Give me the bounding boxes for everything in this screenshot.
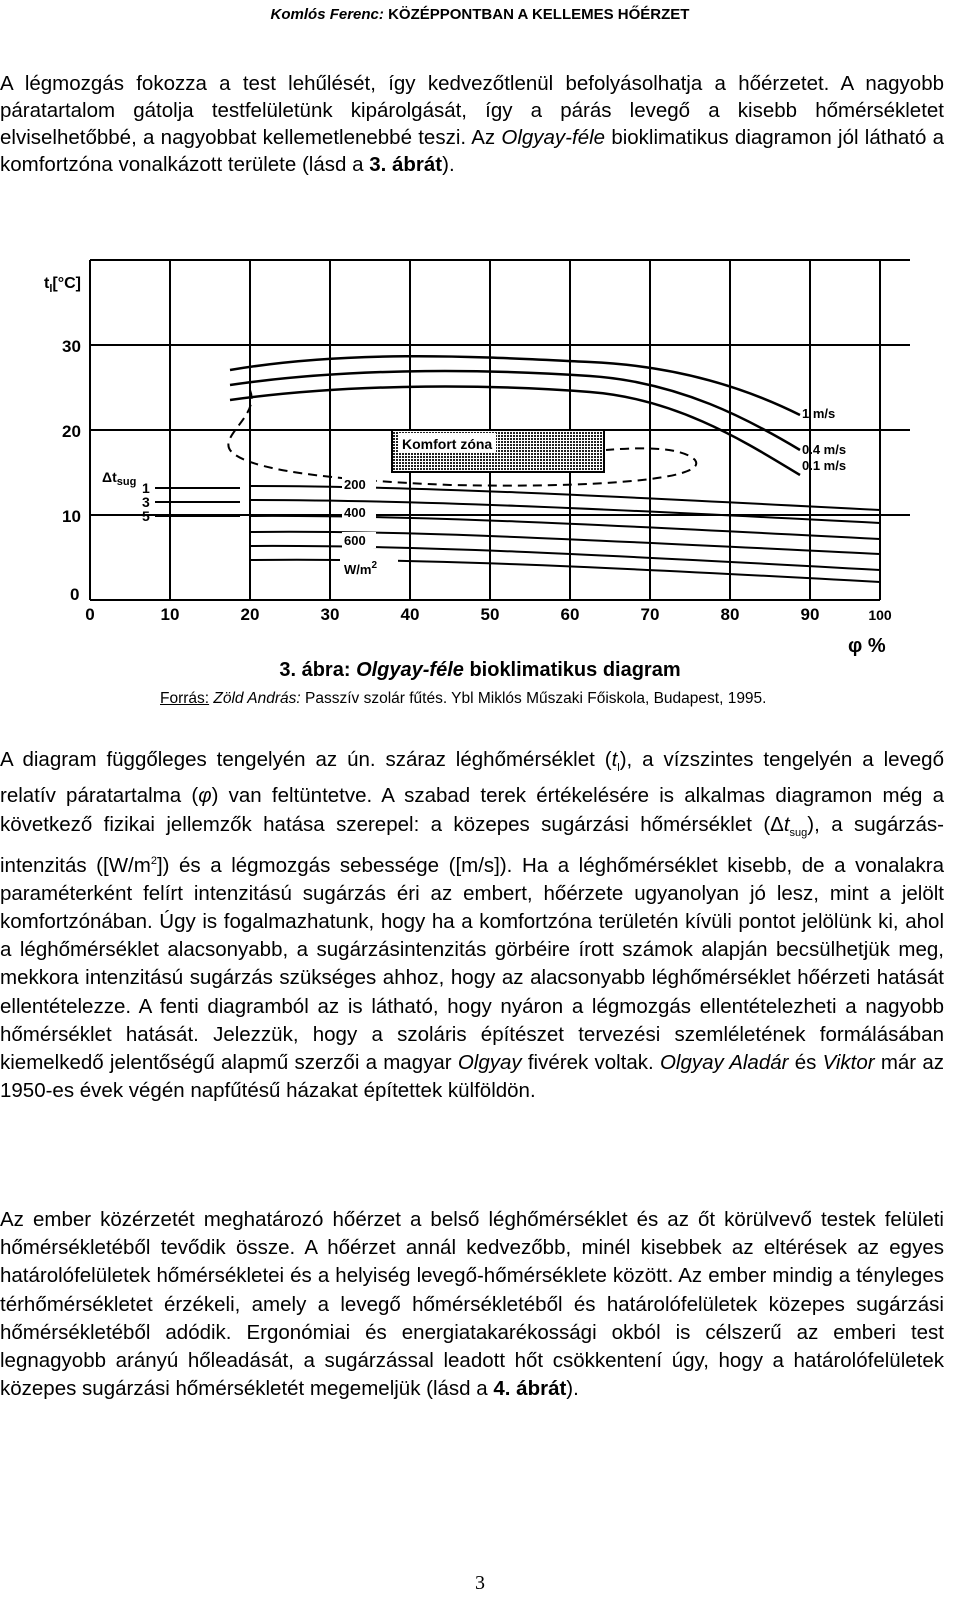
p2-var-t: t <box>611 748 618 771</box>
paragraph-thermal-comfort <box>0 1206 944 1403</box>
p3-text-2: ). <box>566 1377 579 1401</box>
wind-label-01: 0.1 m/s <box>802 458 847 473</box>
radiation-400: 400 <box>344 505 366 520</box>
delta-value-3: 3 <box>142 494 150 510</box>
x-tick-80: 80 <box>720 605 740 624</box>
p3-figure-ref: 4. ábrát <box>493 1377 567 1401</box>
p3-text-1: Az ember közérzetét meghatározó hőérzet a belső léghőmérséklet és az őt körülvevő testek felületi hőmérsékletéből tevődik össze. A hőérzet annál kedvezőbb, minél kisebbek az eltérések az egyes határolófelületek hőmérsékletei és a helyiség levegő-hőmérséklete között. Az ember mindig a tényleges térhőmérsékletet érzékeli, amely a levegő hőmérsékletéből és határolófelületek közepes sugárzási hőmérsékletéből adódik. Ergonómiai és energiatakarékossági okból is célszerű az emberi test legnagyobb arányú hőleadását, a sugárzással leadott hőt csökkentení úgy, hogy a határolófelületek közepes sugárzási hőmérsékletét megemeljük (lásd a <box>0 1208 944 1401</box>
delta-t-label <box>102 469 136 488</box>
p2-var-tsug-sub: sug <box>789 826 808 839</box>
p2-text-1: A diagram függőleges tengelyén az ún. száraz léghőmérséklet ( <box>0 748 612 771</box>
radiation-200: 200 <box>344 477 366 492</box>
caption-name: Olgyay-féle <box>356 659 464 681</box>
delta-value-5: 5 <box>142 508 150 524</box>
y-axis-unit: [°C] <box>52 275 81 292</box>
y-axis-title <box>44 275 81 295</box>
y-axis-tick-labels <box>62 337 81 604</box>
p2-var-t-sub: l <box>617 762 620 775</box>
p2-text-3: ) van feltüntetve. A szabad terek értékelésére is alkalmas diagramon még a következő fizikai jellemzők hatása szerepel: a közepes sugárzási hőmérséklet (Δ <box>0 784 945 836</box>
p2-var-tsug: t <box>783 812 790 836</box>
delta-bracket <box>155 488 240 516</box>
source-rest: Passzív szolár fűtés. Ybl Miklós Műszaki Főiskola, Budapest, 1995. <box>300 690 767 707</box>
figure-caption <box>0 659 960 682</box>
x-tick-20: 20 <box>240 605 260 624</box>
p2-olgyay: Olgyay <box>457 1051 522 1075</box>
x-tick-100: 100 <box>868 607 892 623</box>
p2-olgyay-aladar: Olgyay Aladár <box>659 1051 789 1075</box>
x-tick-0: 0 <box>85 605 95 624</box>
y-axis-var: t <box>44 275 50 292</box>
p2-text-6: fivérek voltak. <box>521 1051 660 1075</box>
page-number: 3 <box>475 1572 485 1594</box>
radiation-unit-sup: 2 <box>371 560 378 571</box>
paragraph-diagram-explanation <box>0 746 944 1105</box>
x-tick-50: 50 <box>480 605 500 624</box>
p2-text-8: már az 1950-es évek végén napfűtésű házakat építettek külföldön. <box>0 1051 945 1103</box>
y-tick-30: 30 <box>62 337 81 356</box>
delta-values <box>142 480 150 524</box>
p1-text-3: ). <box>442 153 455 176</box>
y-axis-sub: l <box>49 283 53 295</box>
radiation-600: 600 <box>344 533 366 548</box>
p2-text-4: ), a sugárzás-intenzitás ([W/m <box>0 812 944 877</box>
comfort-zone-label: Komfort zóna <box>402 436 493 452</box>
header-author: Komlós Ferenc: <box>270 6 384 23</box>
paragraph-intro <box>0 70 944 178</box>
x-tick-30: 30 <box>320 605 340 624</box>
delta-value-1: 1 <box>142 480 150 496</box>
header-title: KÖZÉPPONTBAN A KELLEMES HŐÉRZET <box>388 6 690 23</box>
p2-text-7: és <box>788 1051 823 1075</box>
page-header <box>0 6 960 23</box>
radiation-unit-text: W/m <box>344 562 372 577</box>
p1-figure-ref: 3. ábrát <box>369 153 443 176</box>
y-tick-10: 10 <box>62 507 81 526</box>
p1-text-1: A légmozgás fokozza a test lehűlését, így kedvezőtlenül befolyásolhatja a hőérzetet. A nagyobb páratartalom gátolja testfelületünk kipárolgását, így a párás levegő a kisebb hőmérsékletet elviselhetőbbé, a nagyobbat kellemetlenebbé teszi. Az <box>0 72 944 149</box>
caption-number: 3. ábra: <box>279 659 357 681</box>
caption-rest: bioklimatikus diagram <box>463 659 681 681</box>
p2-text-5: ]) és a légmozgás sebessége ([m/s]). Ha a léghőmérséklet kisebb, de a vonalakra paraméterként felírt intenzitású sugárzás éri az embert, hőérzete ugyanolyan jó lesz, mint a jelölt komfortzónában. Úgy is fogalmazhatunk, hogy ha a komfortzóna területén kívüli pontot jelölünk ki, ahol a léghőmérséklet alacsonyabb, a sugárzásintenzitás görbéire írott számok alapján becsülhetjük meg, mekkora intenzitású sugárzás szükséges ahhoz, hogy az alacsonyabb léghőmérséklet hőérzeti hatását ellentételezze. A fenti diagramból az is látható, hogy nyáron a légmozgás ellentételezheti a nagyobb hőmérséklet hatását. Jelezzük, hogy a szoláris építészet tervezési szemléletének formálásában kiemelkedő jelentőségű alapmű szerzői a magyar <box>0 853 944 1075</box>
source-label: Forrás: <box>160 690 210 707</box>
x-tick-60: 60 <box>560 605 580 624</box>
p1-olgyay-italic: Olgyay-féle <box>501 126 606 149</box>
x-tick-10: 10 <box>160 605 180 624</box>
p2-var-phi: φ <box>198 784 212 808</box>
delta-t-sub: sug <box>116 476 137 488</box>
p1-text-2: bioklimatikus diagramon jól látható a komfortzóna vonalkázott területe (lásd a <box>0 126 944 176</box>
x-tick-90: 90 <box>800 605 820 624</box>
x-axis-tick-labels <box>85 605 892 624</box>
x-tick-40: 40 <box>400 605 420 624</box>
y-tick-20: 20 <box>62 422 81 441</box>
x-tick-70: 70 <box>640 605 660 624</box>
diagram-svg <box>30 240 910 660</box>
p2-viktor: Viktor <box>822 1051 875 1075</box>
wind-label-1: 1 m/s <box>802 406 836 421</box>
figure-source <box>160 690 766 708</box>
x-axis-title: φ % <box>848 635 886 657</box>
delta-t-var: Δt <box>102 469 117 485</box>
source-author: Zöld András: <box>209 690 301 707</box>
y-tick-0: 0 <box>70 585 80 604</box>
p2-sup-2: 2 <box>150 854 157 867</box>
bioclimatic-diagram <box>30 240 910 660</box>
wind-labels <box>802 406 846 473</box>
wind-label-04: 0.4 m/s <box>802 442 847 457</box>
p2-text-2: ), a vízszintes tengelyén a levegő relatív páratartalma ( <box>0 748 944 808</box>
